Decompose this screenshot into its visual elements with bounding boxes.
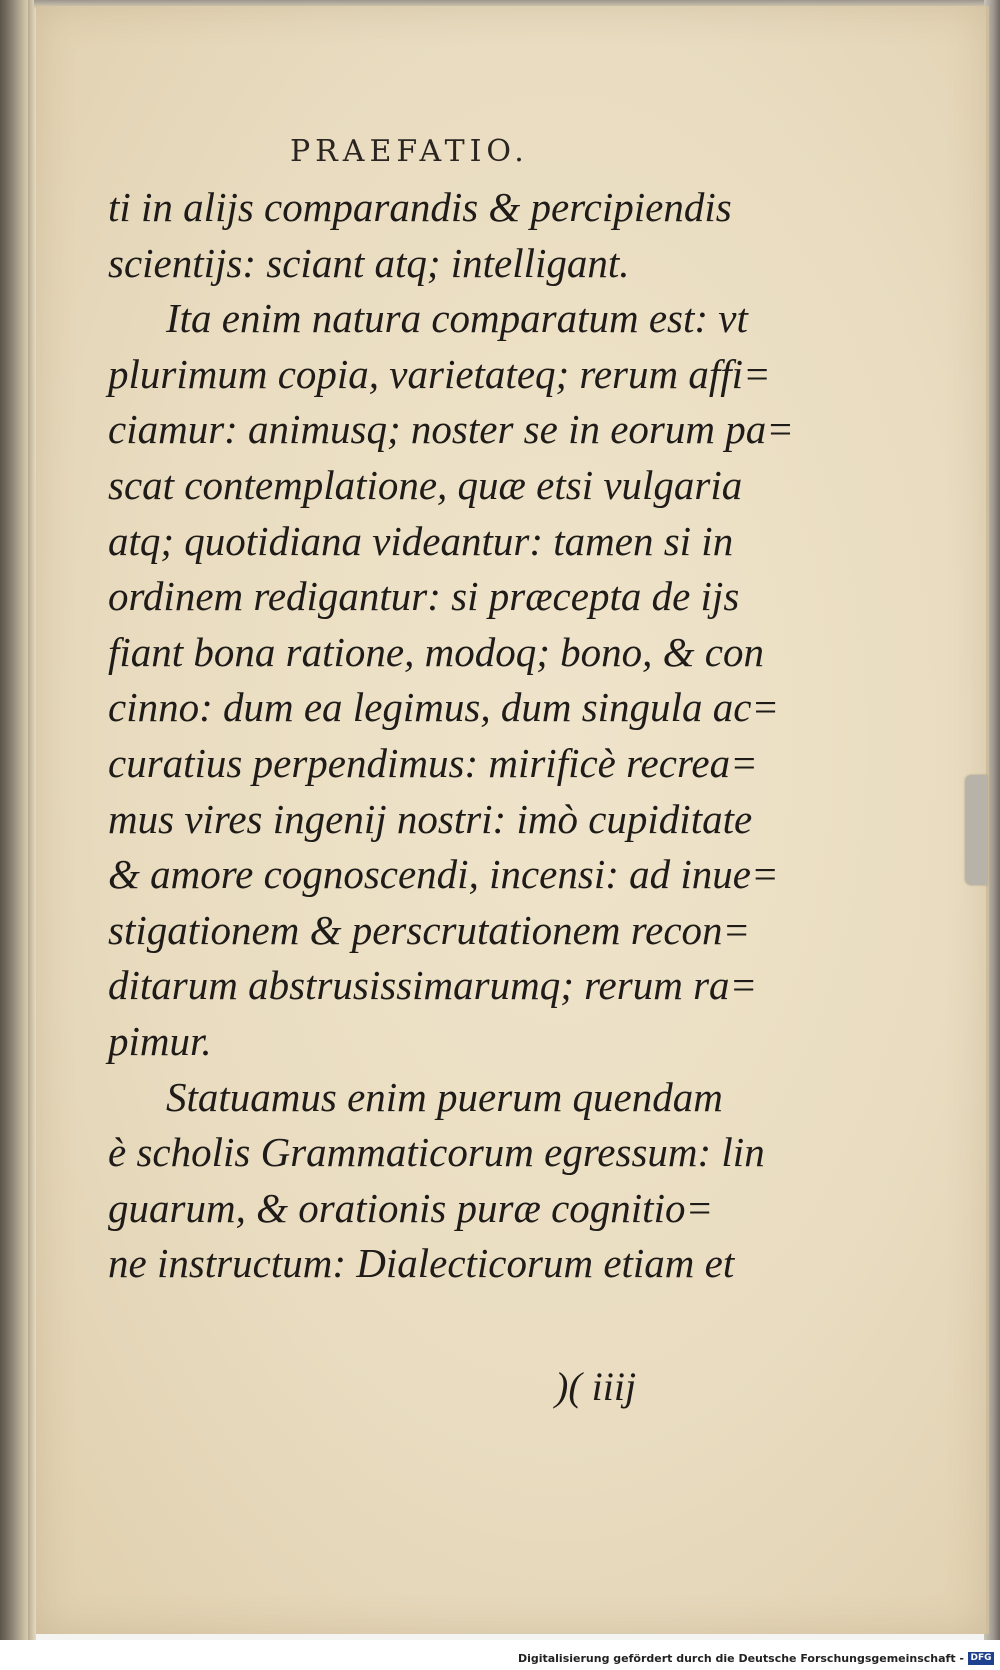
text-line: curatius perpendimus: mirificè recrea= <box>108 739 758 786</box>
text-line: atq; quotidiana videantur: tamen si in <box>108 517 734 564</box>
text-line: & amore cognoscendi, incensi: ad inue= <box>108 851 779 898</box>
text-line: è scholis Grammaticorum egressum: lin <box>108 1129 765 1176</box>
text-line: guarum, & orationis puræ cognitio= <box>108 1184 714 1231</box>
text-line: cinno: dum ea legimus, dum singula ac= <box>108 684 780 731</box>
text-line: scat contemplatione, quæ etsi vulgaria <box>108 461 743 508</box>
text-line: fiant bona ratione, modoq; bono, & con <box>108 628 764 675</box>
running-header: PRAEFATIO. <box>290 134 529 169</box>
funding-credit: Digitalisierung gefördert durch die Deutsche Forschungsgemeinschaft - <box>517 1652 964 1665</box>
text-line: stigationem & perscrutationem recon= <box>108 906 751 953</box>
text-line: Ita enim natura comparatum est: vt <box>166 295 748 342</box>
text-line: Statuamus enim puerum quendam <box>166 1073 723 1120</box>
text-line: ne instructum: Dialecticorum etiam et <box>108 1240 735 1287</box>
text-line: mus vires ingenij nostri: imò cupiditate <box>108 795 753 842</box>
text-line: ordinem redigantur: si præcepta de ijs <box>108 573 740 620</box>
page-tab-marker <box>966 775 988 885</box>
text-line: pimur. <box>108 1017 212 1064</box>
text-line: ti in alijs comparandis & percipiendis <box>108 184 732 230</box>
text-line: scientijs: sciant atq; intelligant. <box>108 239 630 286</box>
signature-mark: )( iiij <box>555 1364 637 1409</box>
dfg-logo: DFG <box>968 1652 994 1665</box>
left-page-edge <box>28 0 36 1640</box>
text-line: ciamur: animusq; noster se in eorum pa= <box>108 406 794 453</box>
text-line: plurimum copia, varietateq; rerum affi= <box>108 350 771 397</box>
text-line: ditarum abstrusissimarumq; rerum ra= <box>108 962 758 1009</box>
body-text <box>108 180 868 1292</box>
